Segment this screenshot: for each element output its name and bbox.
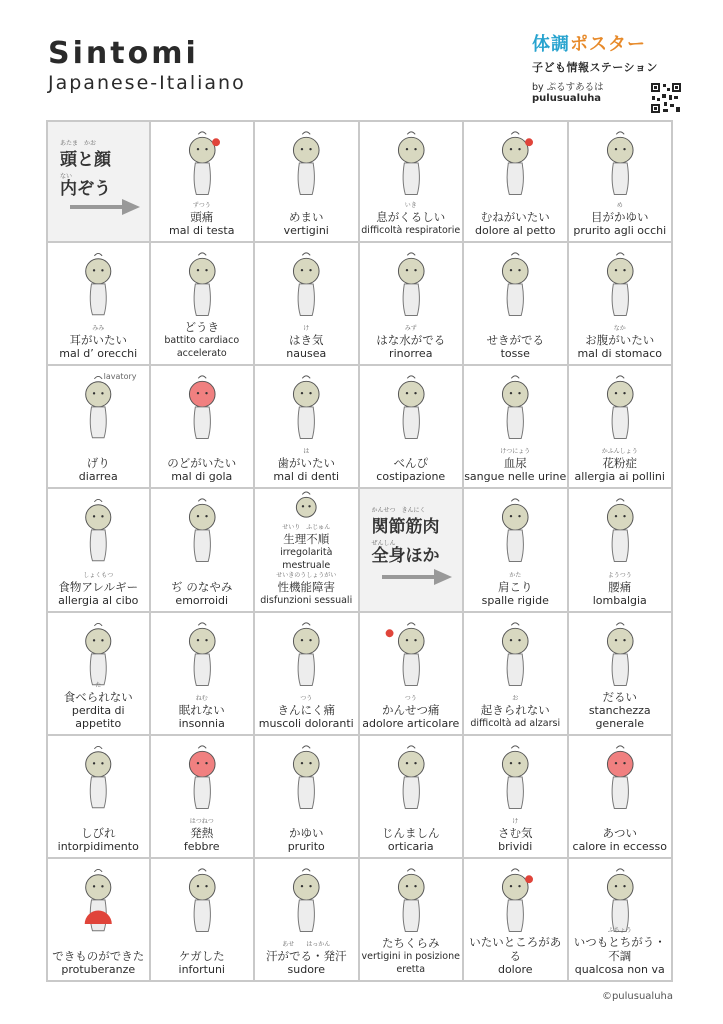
symptom-japanese: 眠れない [178, 702, 225, 717]
symptom-labels [360, 695, 463, 730]
furigana [151, 941, 254, 949]
symptom-japanese: 汗がでる・発汗 [266, 949, 347, 963]
symptom-cell[interactable] [255, 366, 360, 489]
furigana: ふちょう [607, 927, 632, 934]
symptom-japanese: かんせつ痛 [382, 702, 440, 717]
furigana: みず [404, 325, 417, 333]
character-illustration-icon [48, 859, 149, 933]
symptom-italian: lombalgia [592, 593, 647, 607]
symptom-labels [255, 202, 358, 237]
character-illustration-icon [151, 613, 254, 687]
symptom-japanese: いたいところがある [469, 935, 562, 963]
symptom-japanese: 目がかゆい [591, 210, 649, 225]
page-title: Sintomi [48, 36, 199, 71]
symptom-labels [255, 448, 358, 483]
symptom-italian: spalle rigide [481, 593, 549, 607]
symptom-italian: sangue nelle urine [464, 470, 567, 484]
symptom-cell[interactable] [569, 736, 674, 859]
symptom-japanese: 腰痛 [608, 579, 632, 594]
symptom-japanese: あつい [602, 825, 637, 840]
section-title-line1: 関節筋肉 [371, 517, 440, 538]
character-illustration-icon [151, 243, 254, 317]
character-illustration-icon [360, 613, 463, 687]
symptom-labels [151, 202, 254, 237]
furigana [464, 325, 567, 333]
symptom-italian: costipazione [376, 470, 446, 484]
symptom-cell[interactable] [360, 736, 465, 859]
symptom-italian: battito cardiaco accelerato [164, 335, 240, 360]
symptom-japanese: のどがいたい [167, 456, 237, 471]
symptom-japanese: さむ気 [498, 825, 533, 840]
symptom-labels [48, 325, 149, 360]
symptom-italian: mal di denti [273, 470, 340, 484]
furigana: け [303, 325, 310, 333]
symptom-labels [464, 927, 567, 976]
character-illustration-icon [255, 366, 358, 440]
symptom-labels [360, 448, 463, 483]
symptom-cell[interactable] [151, 613, 256, 736]
character-illustration-icon [360, 122, 463, 196]
character-illustration-icon [360, 859, 463, 933]
symptom-japanese: 食物アレルギー [58, 579, 139, 594]
character-illustration-icon [464, 243, 567, 317]
section-title-line2: 全身ほか [371, 546, 440, 567]
furigana [255, 202, 358, 210]
symptom-japanese: 花粉症 [602, 456, 637, 471]
character-illustration-icon [48, 613, 149, 687]
symptom-japanese: 起きられない [480, 702, 550, 717]
section-head-organs: あたま かお 頭と顔 ない 内ぞう [46, 120, 151, 243]
symptom-japanese: せきがでる [486, 333, 544, 348]
symptom-labels [255, 524, 358, 607]
symptom-cell[interactable] [464, 120, 569, 243]
symptom-cell[interactable] [569, 613, 674, 736]
character-illustration-icon [464, 366, 567, 440]
arrow-right-icon [382, 569, 452, 585]
character-illustration-icon [464, 859, 567, 933]
symptom-cell[interactable] [360, 120, 465, 243]
symptom-cell[interactable] [151, 736, 256, 859]
furigana: なか [613, 325, 626, 333]
symptom-italian: nausea [286, 347, 327, 361]
symptom-labels [151, 695, 254, 730]
section-title-line1: 頭と顔 [60, 150, 111, 170]
symptom-labels [569, 325, 672, 360]
furigana: はつねつ [189, 817, 214, 825]
symptom-italian: vertigini in posizione eretta [361, 951, 460, 975]
character-illustration-icon [255, 122, 358, 196]
furigana [151, 312, 254, 320]
character-illustration-icon [48, 366, 149, 440]
symptom-labels [151, 941, 254, 976]
symptom-japanese: きんにく痛 [277, 702, 335, 717]
symptom-italian: sudore [287, 963, 325, 976]
symptom-italian: intorpidimento [57, 839, 139, 853]
symptom-japanese: しびれ [81, 825, 116, 840]
symptom-cell[interactable] [46, 859, 151, 982]
symptom-italian: allergia ai pollini [574, 470, 665, 484]
symptom-cell[interactable] [151, 859, 256, 982]
character-illustration-icon [255, 736, 358, 810]
furigana [48, 818, 149, 826]
symptom-italian: mal d’ orecchi [59, 347, 138, 361]
symptom-labels [255, 941, 358, 976]
furigana [360, 448, 463, 456]
symptom-labels [569, 572, 672, 607]
brand-by: by ぷるすあるは [532, 82, 604, 93]
symptom-italian: prurito [287, 839, 325, 853]
symptom-italian: stanchezza generale [588, 703, 651, 730]
symptom-labels [151, 818, 254, 853]
character-illustration-icon [360, 243, 463, 317]
furigana: た [95, 681, 102, 689]
symptom-italian: disfunzioni sessuali [260, 594, 353, 606]
character-illustration-icon [151, 859, 254, 933]
furigana [464, 927, 567, 935]
symptom-cell[interactable] [464, 243, 569, 366]
symptom-labels [360, 928, 463, 976]
symptom-italian: brividi [498, 839, 533, 853]
symptom-italian: qualcosa non va [574, 963, 665, 976]
character-illustration-icon [255, 859, 358, 933]
symptom-italian: dolore al petto [475, 224, 556, 238]
symptom-italian: insonnia [178, 716, 225, 730]
furigana [48, 448, 149, 456]
symptom-labels [360, 325, 463, 360]
symptom-cell[interactable] [464, 613, 569, 736]
symptom-italian: rinorrea [389, 347, 433, 361]
section-title-line2: 内ぞう [60, 179, 111, 199]
furigana: せいり ふじゅん [282, 523, 331, 531]
symptom-italian: protuberanze [61, 963, 136, 976]
symptom-cell[interactable] [569, 243, 674, 366]
symptom-japanese: いつもとちがう・不調 [573, 935, 666, 963]
furigana: みみ [92, 325, 105, 333]
symptom-italian: irregolarità mestruale [280, 546, 333, 571]
furigana: せいきのうしょうがい [276, 571, 337, 579]
character-illustration-icon [151, 489, 254, 563]
character-illustration-icon [360, 366, 463, 440]
character-illustration-icon [151, 122, 254, 196]
symptom-italian: infortuni [178, 963, 225, 976]
symptom-japanese: じんましん [382, 825, 440, 840]
symptom-japanese: 歯がいたい [277, 456, 335, 471]
symptom-labels [48, 941, 149, 976]
character-illustration-icon [569, 736, 672, 810]
furigana [360, 818, 463, 826]
character-illustration-icon [569, 613, 672, 687]
symptom-italian: mal di testa [169, 224, 235, 238]
symptom-japanese: 発熱 [190, 825, 214, 840]
symptom-cell[interactable] [46, 489, 151, 612]
symptom-cell[interactable] [46, 736, 151, 859]
symptom-labels [151, 572, 254, 607]
furigana: いき [404, 202, 417, 210]
symptom-japanese: かゆい [289, 825, 324, 840]
character-illustration-icon [464, 122, 567, 196]
furigana: ようつう [607, 571, 632, 579]
symptom-italian: difficoltà ad alzarsi [470, 717, 561, 729]
furigana [151, 572, 254, 580]
symptom-labels [464, 572, 567, 607]
symptom-cell[interactable] [151, 489, 256, 612]
symptom-japanese: めまい [289, 210, 324, 225]
furigana [360, 928, 463, 936]
page-subtitle: Japanese-Italiano [48, 72, 246, 94]
symptom-italian: febbre [183, 839, 220, 853]
furigana: め [616, 202, 623, 210]
furigana: は [303, 448, 310, 456]
furigana: けつにょう [500, 448, 531, 456]
symptom-cell[interactable] [255, 736, 360, 859]
symptom-japanese: できものができた [52, 949, 145, 963]
symptom-cell[interactable] [569, 366, 674, 489]
character-illustration-icon [151, 366, 254, 440]
qr-code-icon[interactable] [650, 82, 682, 114]
symptom-japanese: 息がくるしい [376, 210, 446, 225]
symptom-cell[interactable] [255, 243, 360, 366]
character-illustration-icon [569, 489, 672, 563]
symptom-japanese: 耳がいたい [69, 333, 127, 348]
furigana [255, 818, 358, 826]
symptom-italian: muscoli doloranti [258, 716, 354, 730]
symptom-japanese: 生理不順 [283, 531, 330, 546]
character-illustration-icon [255, 243, 358, 317]
symptom-cell[interactable] [464, 736, 569, 859]
furigana: かた [509, 571, 522, 579]
furigana [569, 818, 672, 826]
symptom-labels [464, 695, 567, 730]
symptom-italian: difficoltà respiratorie [361, 225, 461, 237]
symptom-cell[interactable] [569, 489, 674, 612]
brand-account: pulusualuha [532, 93, 602, 104]
symptom-japanese: はな水がでる [376, 333, 446, 348]
furigana: しょくもつ [83, 571, 114, 579]
character-illustration-icon [569, 122, 672, 196]
character-illustration-icon [569, 859, 672, 933]
copyright: ©pulusualuha [601, 991, 673, 1002]
symptom-labels [569, 448, 672, 483]
symptom-japanese: むねがいたい [480, 210, 550, 225]
character-illustration-icon [569, 243, 672, 317]
symptom-labels [569, 682, 672, 730]
symptom-japanese: どうき [184, 320, 219, 335]
furigana: つう [300, 694, 313, 702]
symptom-labels [569, 202, 672, 237]
symptom-cell[interactable] [255, 120, 360, 243]
symptom-japanese: はき気 [289, 333, 324, 348]
brand-block [532, 30, 682, 114]
furigana: つう [404, 694, 417, 702]
symptom-italian: allergia al cibo [58, 593, 139, 607]
furigana [464, 202, 567, 210]
symptom-japanese: べんぴ [393, 456, 428, 471]
furigana [151, 448, 254, 456]
character-illustration-icon [464, 489, 567, 563]
symptom-labels [255, 695, 358, 730]
symptom-labels [48, 572, 149, 607]
furigana: あせ はっかん [282, 941, 331, 948]
symptom-cell[interactable] [464, 859, 569, 982]
symptom-japanese: だるい [602, 689, 637, 704]
symptom-japanese: 食べられない [63, 689, 133, 704]
symptom-labels [464, 325, 567, 360]
symptom-japanese: 肩こり [498, 579, 533, 594]
character-illustration-icon [464, 613, 567, 687]
symptom-cell[interactable] [360, 366, 465, 489]
symptom-cell[interactable] [46, 243, 151, 366]
symptom-italian: calore in eccesso [572, 839, 667, 853]
symptom-cell[interactable] [151, 243, 256, 366]
symptom-italian: vertigini [283, 224, 329, 238]
symptom-labels [48, 818, 149, 853]
symptom-labels [360, 818, 463, 853]
symptom-japanese: たちくらみ [382, 936, 440, 950]
symptom-italian: perdita di appetito [71, 703, 125, 730]
furigana: ねむ [195, 694, 208, 702]
symptom-italian: mal di gola [171, 470, 233, 484]
symptom-cell[interactable] [464, 489, 569, 612]
symptom-italian: orticaria [387, 839, 434, 853]
symptom-japanese: げり [86, 456, 110, 471]
symptom-italian: adolore articolare [362, 716, 460, 730]
symptom-labels [569, 927, 672, 976]
character-illustration-icon [151, 736, 254, 810]
furigana [569, 682, 672, 690]
symptom-grid [46, 120, 673, 982]
brand-name: 体調ポスター [532, 34, 646, 55]
symptom-japanese: 性機能障害 [277, 579, 335, 594]
arrow-right-icon [70, 199, 140, 215]
symptom-cell[interactable] [360, 243, 465, 366]
character-illustration-icon [569, 366, 672, 440]
symptom-cell-double[interactable] [255, 489, 360, 612]
symptom-cell[interactable] [255, 613, 360, 736]
symptom-japanese: お腹がいたい [585, 333, 655, 348]
symptom-italian: prurito agli occhi [573, 224, 667, 238]
symptom-japanese: ケガした [178, 949, 225, 963]
symptom-japanese: 頭痛 [190, 210, 214, 225]
symptom-cell[interactable] [360, 859, 465, 982]
character-illustration-icon [48, 243, 149, 317]
symptom-cell[interactable] [46, 613, 151, 736]
symptom-labels [151, 312, 254, 360]
symptom-labels [48, 448, 149, 483]
symptom-cell[interactable] [569, 859, 674, 982]
furigana: ずつう [192, 202, 211, 210]
symptom-cell[interactable] [360, 613, 465, 736]
lavatory-label: lavatory [103, 372, 137, 382]
symptom-japanese: ぢ のなやみ [171, 579, 233, 594]
symptom-labels [151, 448, 254, 483]
character-illustration-icon [360, 736, 463, 810]
symptom-cell[interactable] [464, 366, 569, 489]
section-head-body: かんせつ きんにく 関節筋肉 ぜんしん 全身ほか [360, 489, 465, 612]
symptom-labels [255, 325, 358, 360]
symptom-italian: tosse [500, 347, 530, 361]
symptom-labels [48, 682, 149, 730]
symptom-cell[interactable] [569, 120, 674, 243]
furigana [48, 941, 149, 949]
symptom-labels [464, 202, 567, 237]
symptom-cell[interactable] [255, 859, 360, 982]
character-illustration-icon [48, 736, 149, 810]
furigana: け [512, 817, 519, 825]
symptom-cell[interactable] [151, 120, 256, 243]
character-illustration-icon [464, 736, 567, 810]
symptom-labels [464, 818, 567, 853]
symptom-japanese: 血尿 [503, 456, 527, 471]
furigana: お [512, 694, 519, 702]
symptom-italian: mal di stomaco [577, 347, 663, 361]
brand-subtitle: 子ども情報ステーション [532, 61, 658, 74]
symptom-italian: diarrea [78, 470, 118, 484]
symptom-labels [569, 818, 672, 853]
symptom-labels [360, 202, 463, 237]
symptom-labels [464, 448, 567, 483]
symptom-italian: emorroidi [175, 593, 229, 607]
symptom-cell[interactable] [151, 366, 256, 489]
symptom-labels [255, 818, 358, 853]
symptom-italian: dolore [497, 963, 533, 976]
symptom-cell[interactable] [46, 366, 151, 489]
furigana: かふんしょう [601, 448, 638, 456]
character-illustration-icon [48, 489, 149, 563]
character-illustration-icon [255, 613, 358, 687]
